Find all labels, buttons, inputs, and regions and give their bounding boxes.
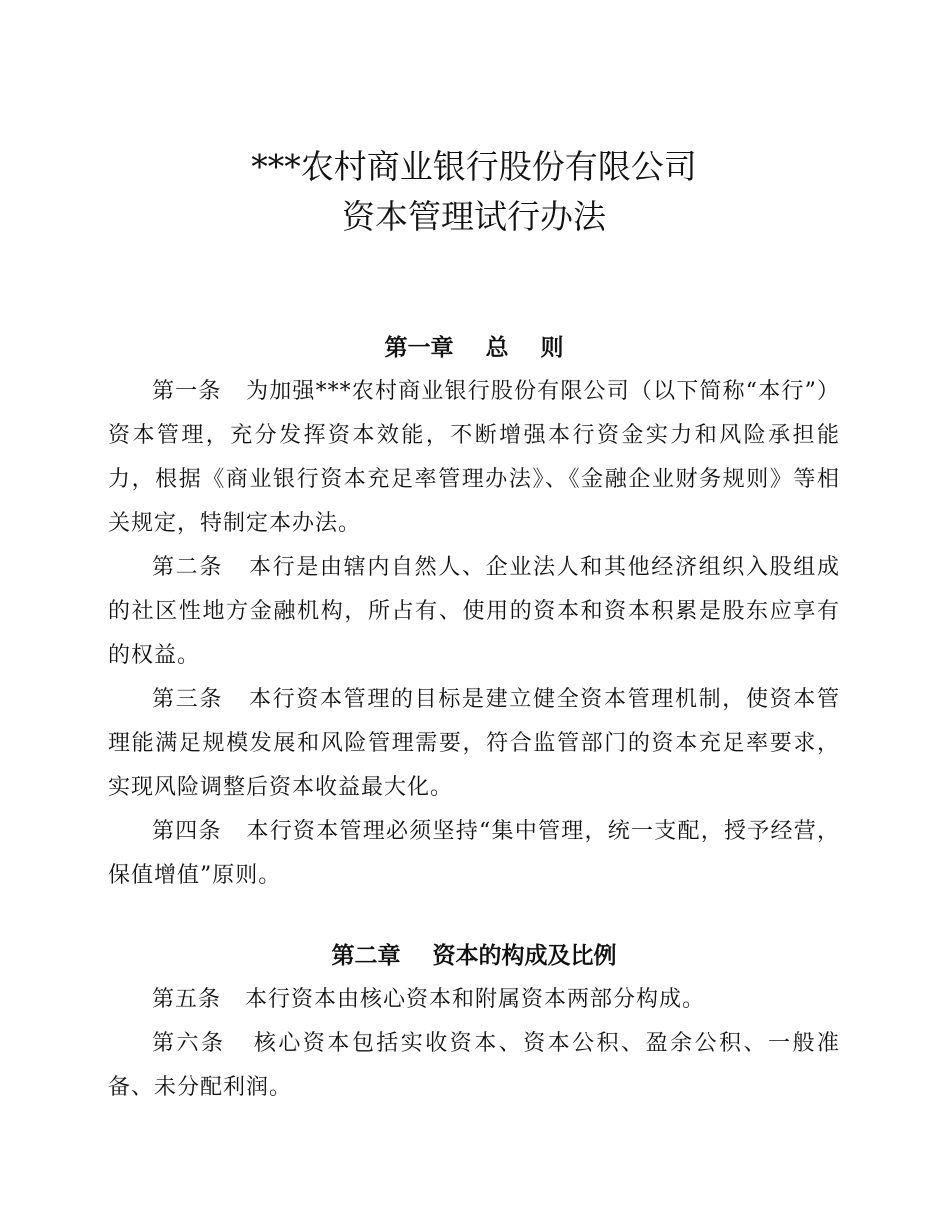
title-line-1: ***农村商业银行股份有限公司 [251,147,697,186]
article-3 [108,678,840,810]
article-label: 第一条 [152,379,222,404]
title-line-2: 资本管理试行办法 [342,197,606,236]
article-label: 第二条 [152,555,223,580]
article-label: 第六条 [152,1031,226,1056]
article-6 [108,1022,840,1110]
article-label: 第四条 [152,819,222,844]
article-1 [108,370,840,546]
article-text: 本行是由辖内自然人、企业法人和其他经济组织入股组成的社区性地方金融机构，所占有、使用的资本和资本积累是股东应享有的权益。 [108,555,840,668]
chapter-2-body [108,978,840,1110]
article-text: 本行资本管理必须坚持“集中管理，统一支配，授予经营，保值增值”原则。 [108,819,840,888]
document-title [108,142,840,242]
chapter-1-body [108,370,840,898]
article-text: 核心资本包括实收资本、资本公积、盈余公积、一般准备、未分配利润。 [108,1031,840,1100]
article-text: 本行资本由核心资本和附属资本两部分构成。 [245,987,706,1012]
article-5 [108,978,840,1022]
article-text: 本行资本管理的目标是建立健全资本管理机制，使资本管理能满足规模发展和风险管理需要，符合监管部门的资本充足率要求，实现风险调整后资本收益最大化。 [108,687,840,800]
article-label: 第三条 [152,687,223,712]
chapter-heading-2: 第二章 资本的构成及比例 [331,943,617,969]
article-text: 为加强***农村商业银行股份有限公司（以下简称“本行”）资本管理，充分发挥资本效能，不断增强本行资金实力和风险承担能力，根据《商业银行资本充足率管理办法》、《金融企业财务规则》等相关规定，特制定本办法。 [108,379,840,536]
chapter-heading-1: 第一章 总 则 [384,335,564,361]
article-label: 第五条 [152,987,222,1012]
article-2 [108,546,840,678]
article-4 [108,810,840,898]
